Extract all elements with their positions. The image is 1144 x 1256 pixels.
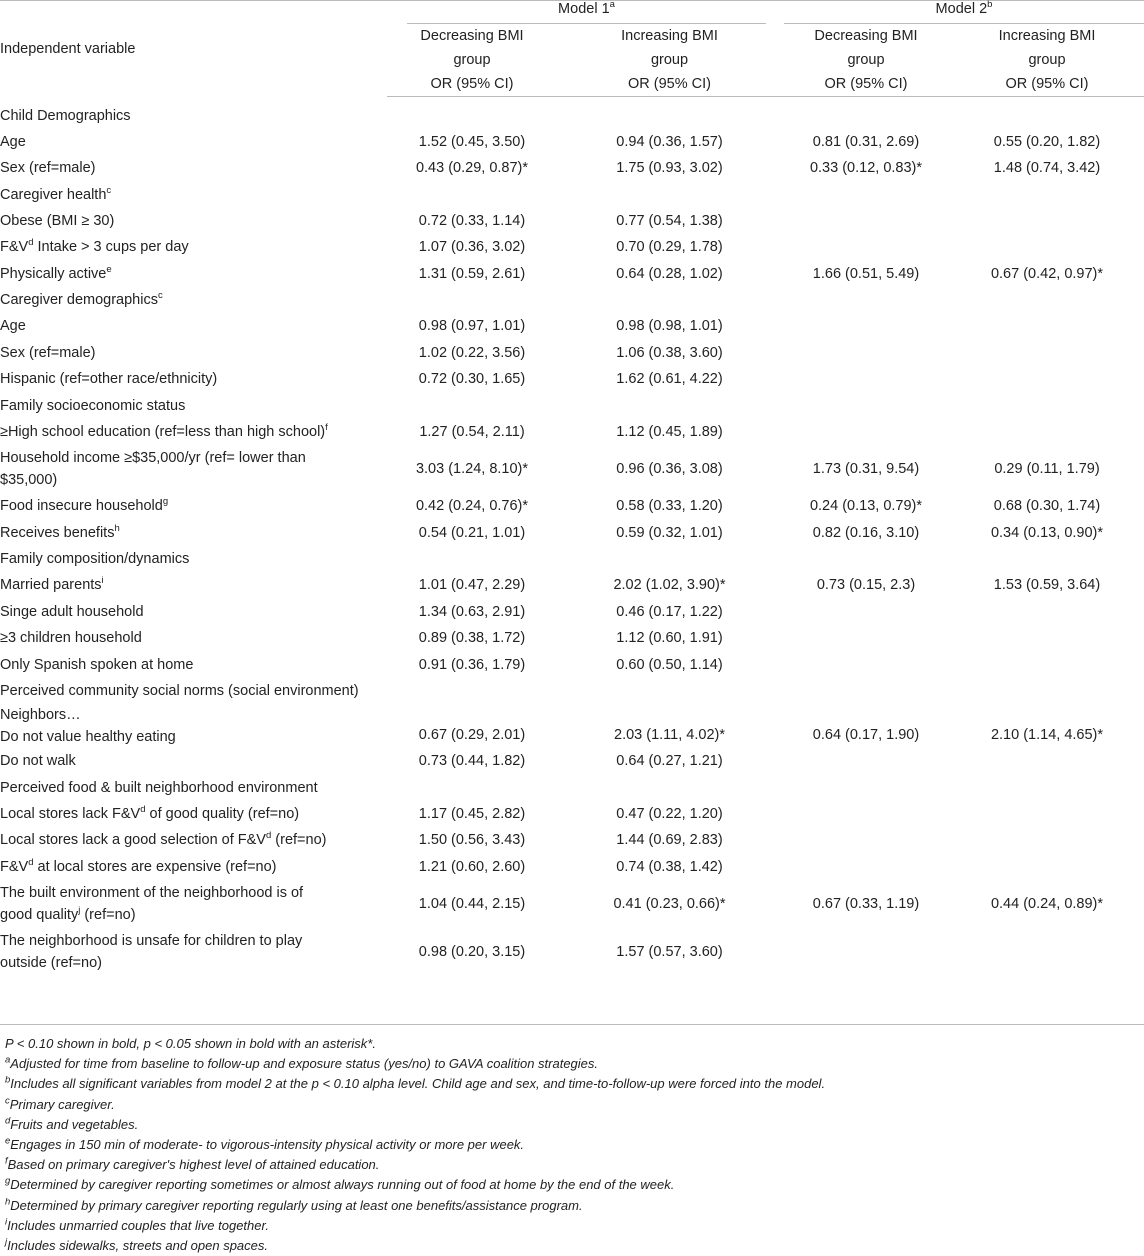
model1-decreasing-value: 1.52 (0.45, 3.50) — [418, 133, 526, 150]
model1-decreasing-value: 1.07 (0.36, 3.02) — [418, 239, 526, 256]
model2-increasing-value: 1.53 (0.59, 3.64) — [993, 577, 1101, 594]
model2-increasing-value: 1.48 (0.74, 3.42) — [993, 160, 1101, 177]
model2-header: Model 2$^b$ — [782, 1, 1144, 25]
footnote: $^i$Includes unmarried couples that live together. — [5, 1216, 269, 1233]
model1-decreasing-value: 1.50 (0.56, 3.43) — [418, 832, 526, 849]
model1-increasing-value: 0.77 (0.54, 1.38) — [616, 212, 723, 229]
section-label: Perceived food & built neighborhood environment — [0, 779, 318, 796]
section-label: Family composition/dynamics — [0, 551, 190, 567]
row-label: The built environment of the neighborhood is of good quality$^j$ (ref=no) — [0, 885, 304, 923]
row-label: $F\&V^d$ at local stores are expensive (ref=no) — [0, 856, 277, 875]
model2-increasing-value: 0.34 (0.13, 0.90)* — [990, 524, 1104, 541]
model1-decreasing-value: 1.02 (0.22, 3.56) — [418, 344, 526, 361]
table-row — [0, 880, 1144, 928]
model2-decreasing-value: 0.24 (0.13, 0.79)* — [809, 498, 923, 515]
model1-increasing-value: 1.12 (0.60, 1.91) — [616, 630, 723, 647]
section-row — [0, 678, 1144, 704]
model1-decreasing-value: 0.91 (0.36, 1.79) — [418, 656, 526, 673]
model2-increasing-value — [950, 625, 1144, 652]
model1-increasing-value: 1.62 (0.61, 4.22) — [616, 371, 723, 388]
table-row — [0, 652, 1144, 679]
model2-increasing-value — [950, 599, 1144, 626]
section-row — [0, 393, 1144, 419]
section-label: Caregiver health$^c$ — [0, 184, 112, 203]
row-label: Household income ≥$35,000/yr (ref= lower than $35,000) — [0, 450, 306, 488]
section-label: Perceived community social norms (social environment) — [0, 683, 359, 699]
table-row — [0, 340, 1144, 367]
model2-increasing-value — [950, 652, 1144, 679]
table-row — [0, 234, 1144, 261]
footnote: $^h$Determined by primary caregiver reporting regularly using at least one benefits/assistance program. — [5, 1196, 583, 1213]
table-row — [0, 599, 1144, 626]
model2-decreasing-value: 0.73 (0.15, 2.3) — [816, 577, 916, 594]
model2-decreasing-value: 0.67 (0.33, 1.19) — [812, 896, 920, 912]
footnote: $^g$Determined by caregiver reporting sometimes or almost always running out of food at home by the end of the week. — [5, 1176, 675, 1193]
model1-decreasing-value: 1.17 (0.45, 2.82) — [418, 805, 526, 822]
model2-decreasing-value — [782, 234, 950, 261]
row-label: Age — [0, 318, 26, 335]
independent-variable-header: Independent variable — [0, 40, 136, 57]
model2-increasing-value — [950, 340, 1144, 367]
model2-increasing-value — [950, 854, 1144, 881]
model2-decreasing-value — [782, 827, 950, 854]
table-row — [0, 520, 1144, 547]
model2-increasing-value: 0.44 (0.24, 0.89)* — [990, 896, 1104, 912]
model1-decreasing-value: 0.89 (0.38, 1.72) — [418, 630, 526, 647]
model1-decreasing-value: 0.42 (0.24, 0.76)* — [415, 498, 529, 515]
model1-decreasing-value: 0.43 (0.29, 0.87)* — [415, 160, 529, 177]
table-row — [0, 445, 1144, 493]
model1-decreasing-value: 0.72 (0.30, 1.65) — [418, 371, 526, 388]
model2-decreasing-value — [782, 625, 950, 652]
model1-increasing-value: 2.02 (1.02, 3.90)* — [613, 577, 726, 594]
table-row — [0, 704, 1144, 748]
model1-decreasing-value: 0.54 (0.21, 1.01) — [418, 524, 526, 541]
model2-decreasing-value — [782, 208, 950, 235]
model2-decreasing-value — [782, 313, 950, 340]
model1-increasing-value: 0.58 (0.33, 1.20) — [616, 498, 723, 515]
table-footnotes — [5, 1034, 825, 1256]
row-label: Do not walk — [0, 753, 76, 770]
row-label: The neighborhood is unsafe for children to play outside (ref=no) — [0, 933, 303, 971]
model1-increasing-value: 0.70 (0.29, 1.78) — [616, 239, 723, 256]
row-label: Physically active$^e$ — [0, 263, 112, 282]
model1-decreasing-value: 0.72 (0.33, 1.14) — [418, 212, 526, 229]
model1-increasing-value: 2.03 (1.11, 4.02)* — [614, 727, 725, 743]
model2-increasing-header: Increasing BMI group OR (95% CI) — [950, 24, 1144, 97]
footnote: $^j$Includes sidewalks, streets and open spaces. — [5, 1236, 268, 1254]
table-row — [0, 313, 1144, 340]
model2-increasing-value — [950, 234, 1144, 261]
table-row — [0, 419, 1144, 446]
model1-increasing-value: 1.12 (0.45, 1.89) — [616, 423, 723, 440]
model1-decreasing-value: 0.98 (0.20, 3.15) — [418, 944, 526, 960]
model2-increasing-value — [950, 419, 1144, 446]
row-label: Sex (ref=male) — [0, 160, 96, 177]
model2-decreasing-value — [782, 801, 950, 828]
section-label: Caregiver demographics$^c$ — [0, 290, 163, 308]
model2-decreasing-header: Decreasing BMI group OR (95% CI) — [782, 24, 950, 97]
table-row — [0, 801, 1144, 828]
model2-increasing-value — [950, 748, 1144, 775]
model2-decreasing-value: 0.33 (0.12, 0.83)* — [809, 160, 923, 177]
model2-decreasing-value: 0.64 (0.17, 1.90) — [812, 727, 920, 743]
row-label: Local stores lack $F\&V^d$ of good quality (ref=no) — [0, 803, 300, 822]
model2-increasing-value: 2.10 (1.14, 4.65)* — [990, 727, 1104, 743]
model2-increasing-value — [950, 928, 1144, 976]
model1-decreasing-header: Decreasing BMI group OR (95% CI) — [387, 24, 557, 97]
model2-increasing-value: 0.29 (0.11, 1.79) — [994, 461, 1100, 477]
footnote: $^e$Engages in 150 min of moderate- to vigorous-intensity physical activity or more per week. — [5, 1135, 525, 1153]
row-label: ≥3 children household — [0, 630, 142, 647]
model2-increasing-value: 0.68 (0.30, 1.74) — [993, 498, 1101, 515]
model1-decreasing-value: 3.03 (1.24, 8.10)* — [415, 461, 529, 477]
table-body — [0, 97, 1144, 977]
model1-decreasing-value: 1.34 (0.63, 2.91) — [418, 603, 526, 620]
model2-increasing-value — [950, 208, 1144, 235]
row-label: ≥High school education (ref=less than high school)$^f$ — [0, 421, 328, 440]
row-label: Food insecure household$^g$ — [0, 496, 169, 515]
model2-decreasing-value: 1.73 (0.31, 9.54) — [812, 461, 920, 477]
table-row — [0, 625, 1144, 652]
model1-increasing-value: 1.44 (0.69, 2.83) — [616, 832, 723, 849]
model2-decreasing-value — [782, 366, 950, 393]
footnote: $^f$Based on primary caregiver's highest level of attained education. — [5, 1155, 380, 1173]
row-label: Singe adult household — [0, 603, 144, 620]
model1-increasing-value: 0.47 (0.22, 1.20) — [616, 805, 723, 822]
model1-decreasing-value: 1.04 (0.44, 2.15) — [418, 896, 526, 912]
model1-increasing-value: 0.41 (0.23, 0.66)* — [613, 896, 726, 912]
section-row — [0, 103, 1144, 129]
model2-increasing-value — [950, 801, 1144, 828]
model2-increasing-value: 0.67 (0.42, 0.97)* — [990, 265, 1104, 282]
table-row — [0, 208, 1144, 235]
model1-increasing-value: 0.98 (0.98, 1.01) — [616, 318, 723, 335]
model2-increasing-value — [950, 366, 1144, 393]
footnote: $^a$Adjusted for time from baseline to follow-up and exposure status (yes/no) to GAVA coalition strategies. — [5, 1054, 599, 1072]
table-row — [0, 366, 1144, 393]
table-row — [0, 854, 1144, 881]
section-row — [0, 546, 1144, 572]
model2-decreasing-value — [782, 419, 950, 446]
model2-decreasing-value — [782, 854, 950, 881]
section-label: Family socioeconomic status — [0, 397, 186, 414]
model1-increasing-value: 0.64 (0.27, 1.21) — [616, 753, 723, 770]
row-label: Age — [0, 133, 26, 150]
row-label: Receives benefits$^h$ — [0, 522, 120, 541]
model2-decreasing-value — [782, 340, 950, 367]
footnote: $^d$Fruits and vegetables. — [5, 1115, 139, 1132]
model1-increasing-value: 0.46 (0.17, 1.22) — [616, 603, 723, 620]
table-row — [0, 827, 1144, 854]
section-row — [0, 182, 1144, 208]
footnote: P < 0.10 shown in bold, p < 0.05 shown in bold with an asterisk*. — [5, 1036, 376, 1051]
model2-decreasing-value: 0.81 (0.31, 2.69) — [812, 133, 920, 150]
model1-decreasing-value: 1.21 (0.60, 2.60) — [418, 858, 526, 875]
model1-increasing-header: Increasing BMI group OR (95% CI) — [557, 24, 782, 97]
row-label: Hispanic (ref=other race/ethnicity) — [0, 371, 218, 388]
section-row — [0, 287, 1144, 313]
model1-header: Model 1$^a$ — [387, 1, 782, 25]
row-label: $F\&V^d$ Intake > 3 cups per day — [0, 237, 189, 256]
table-bottom-rule — [0, 1024, 1144, 1025]
model1-increasing-value: 0.59 (0.32, 1.01) — [616, 524, 723, 541]
model1-increasing-value: 1.06 (0.38, 3.60) — [616, 344, 723, 361]
model1-increasing-value: 1.75 (0.93, 3.02) — [616, 160, 723, 177]
section-label: Child Demographics — [0, 107, 131, 124]
table-row — [0, 928, 1144, 976]
model2-decreasing-value — [782, 652, 950, 679]
row-label: Obese (BMI ≥ 30) — [0, 212, 115, 229]
model1-increasing-value: 0.60 (0.50, 1.14) — [616, 656, 723, 673]
model1-increasing-value: 0.94 (0.36, 1.57) — [616, 133, 723, 150]
model2-increasing-value: 0.55 (0.20, 1.82) — [993, 133, 1101, 150]
model2-increasing-value — [950, 313, 1144, 340]
model1-increasing-value: 1.57 (0.57, 3.60) — [616, 944, 723, 960]
model1-decreasing-value: 0.73 (0.44, 1.82) — [418, 753, 526, 770]
model2-decreasing-value: 0.82 (0.16, 3.10) — [812, 524, 920, 541]
model1-increasing-value: 0.64 (0.28, 1.02) — [616, 265, 723, 282]
footnote: $^c$Primary caregiver. — [5, 1095, 115, 1112]
section-row — [0, 775, 1144, 801]
row-label: Married parents$^i$ — [0, 575, 104, 594]
model1-increasing-value: 0.96 (0.36, 3.08) — [616, 461, 723, 477]
model2-decreasing-value: 1.66 (0.51, 5.49) — [812, 265, 920, 282]
model1-decreasing-value: 1.31 (0.59, 2.61) — [418, 265, 526, 282]
model2-decreasing-value — [782, 748, 950, 775]
model2-decreasing-value — [782, 599, 950, 626]
table-row — [0, 261, 1144, 288]
table-row — [0, 748, 1144, 775]
model1-decreasing-value: 0.67 (0.29, 2.01) — [418, 727, 526, 743]
model1-increasing-value: 0.74 (0.38, 1.42) — [616, 858, 723, 875]
table-row — [0, 493, 1144, 520]
table-row — [0, 572, 1144, 599]
row-label: Only Spanish spoken at home — [0, 656, 194, 673]
table-row — [0, 129, 1144, 156]
model1-decreasing-value: 0.98 (0.97, 1.01) — [418, 318, 526, 335]
footnote: $^b$Includes all significant variables from model 2 at the p < 0.10 alpha level. Child age and sex, and time-to-follow-up were forced into the model. — [5, 1075, 826, 1092]
model2-increasing-value — [950, 827, 1144, 854]
table-row — [0, 155, 1144, 182]
row-label: Neighbors… Do not value healthy eating — [0, 707, 176, 745]
model1-decreasing-value: 1.01 (0.47, 2.29) — [418, 577, 526, 594]
row-label: Local stores lack a good selection of $F\&V^d$ (ref=no) — [0, 830, 327, 849]
model1-decreasing-value: 1.27 (0.54, 2.11) — [419, 423, 525, 440]
row-label: Sex (ref=male) — [0, 344, 96, 361]
model2-decreasing-value — [782, 928, 950, 976]
